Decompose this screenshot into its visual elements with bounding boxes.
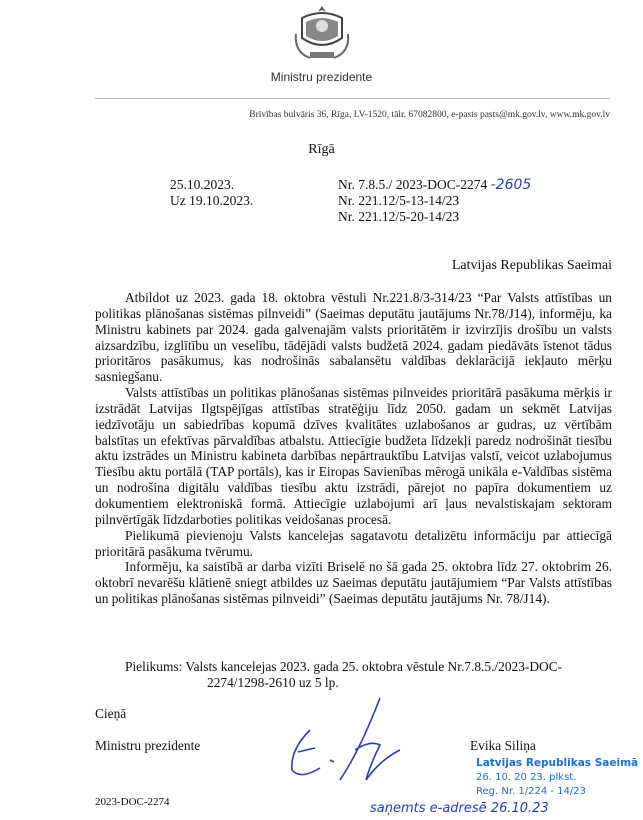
dates-block — [170, 177, 253, 209]
paragraph: Atbildot uz 2023. gada 18. oktobra vēstuli Nr.221.8/3-314/23 “Par Valsts attīstības un politikas plānošanas sistēmas pilnveidi” (Saeimas deputātu jautājums Nr.78/J14), informēju, ka Ministru kabinets par 2024. gada galvenajām valsts prioritātēm ir izvirzījis drošību un valsts aizsardzību, izglītību un veselību, tādējādi valsts budžetā 2024. gadam piedāvāts īstenot tādus prioritāros pasākumus, kas nodrošinās sabalansētu valdības deklarācijā iekļauto mērķu sasniegšanu. — [95, 290, 612, 385]
city: Rīgā — [308, 142, 335, 157]
registration-stamp — [476, 757, 638, 798]
paragraph: Valsts attīstības un politikas plānošanas sistēmas pilnveides prioritārā pasākuma mērķis ir izstrādāt Latvijas Ilgtspējīgas attīstības stratēģiju līdz 2050. gadam un sekmēt Latvijas iedzīvotāju un sabiedrības kopumā dzīves kvalitātes uzlabošanos ar gudras, uz vērtībām balstītas un efektīvas pārvaldības atbalstu. Attiecīgie budžeta līdzekļi paredz nodrošināt tiesību aktu izstrādes un Ministru kabineta darbības nepārtrauktību Latvijas valstī, veicot uzlabojumus Tiesību aktu portālā (TAP portāls), kas ir Eiropas Savienības mērogā unikāla e-Valdības sistēma un nodrošina digitālu valdības tiesību aktu izstrādi, pārejot no papīra dokumentiem uz dokumentiem elektroniskā formā. Attiecīgie uzlabojumi arī ļaus nevalstiskajam sektoram pilnvērtīgāk līdzdarboties politikas veidošanas procesā. — [95, 385, 612, 527]
stamp-date: 26. 10. 20 23. plkst. — [476, 772, 577, 783]
signatory-name: Evika Siliņa — [470, 738, 536, 753]
paragraph: Informēju, ka saistībā ar darba vizīti Briselē no šā gada 25. oktobra līdz 27. oktobrim 26. oktobrī nevarēšu klātienē sniegt atbildes uz Saeimas deputātu jautājumiem “Par Valsts attīstības un politikas plānošanas sistēmas pilnveidi” (Saeimas deputātu jautājums Nr. 78/J14). — [95, 559, 612, 607]
addressee: Latvijas Republikas Saeimai — [451, 258, 612, 273]
reference-numbers — [338, 177, 531, 225]
paragraph: Pielikumā pievienoju Valsts kancelejas sagatavotu detalizētu informāciju par attiecīgā prioritārā pasākuma tvērumu. — [95, 527, 612, 559]
handwritten-number: -2605 — [490, 177, 532, 193]
coat-of-arms-logo — [292, 4, 352, 62]
handwritten-receipt-note: saņemts e-adresē 26.10.23 — [370, 801, 549, 816]
header-divider — [95, 98, 610, 99]
attachment-line: 2274/1298-2610 uz 5 lp. — [207, 675, 339, 690]
handwritten-signature — [270, 690, 460, 800]
stamp-title: Latvijas Republikas Saeimā — [476, 757, 639, 769]
letter-body — [95, 290, 612, 607]
reply-to-date: Uz 19.10.2023. — [170, 193, 254, 208]
stamp-reg-number: Reg. Nr. 1/224 - 14/23 — [476, 786, 586, 797]
reference-number: Nr. 221.12/5-20-14/23 — [338, 209, 460, 224]
letter-date: 25.10.2023. — [170, 177, 235, 192]
issuer-address: Brīvības bulvāris 36, Rīga, LV-1520, tālr. 67082800, e-pasts pasts@mk.gov.lv, www.mk.gov.lv — [249, 110, 610, 120]
reference-number: Nr. 7.8.5./ 2023-DOC-2274 — [338, 177, 488, 192]
issuer-title: Ministru prezidente — [270, 70, 373, 84]
document-number: 2023-DOC-2274 — [95, 796, 170, 808]
signatory-role: Ministru prezidente — [95, 738, 201, 753]
closing-regards: Cieņā — [95, 706, 127, 721]
reference-number: Nr. 221.12/5-13-14/23 — [338, 193, 460, 208]
attachment-line: Pielikums: Valsts kancelejas 2023. gada 25. oktobra vēstule Nr.7.8.5./2023-DOC- — [125, 659, 563, 674]
attachment-note — [125, 659, 590, 691]
